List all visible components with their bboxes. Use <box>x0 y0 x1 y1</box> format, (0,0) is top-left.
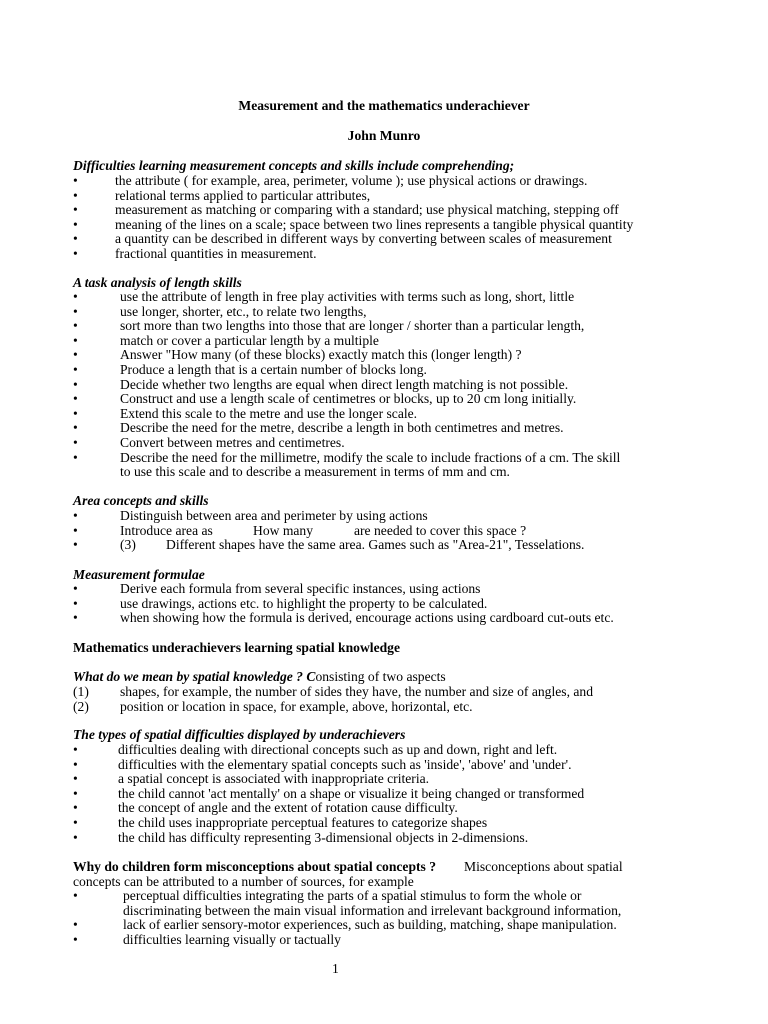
list-item: • the attribute ( for example, area, perimeter, volume ); use physical actions or drawings. <box>73 173 588 188</box>
bullet-icon: • <box>73 917 78 933</box>
bullet-icon: • <box>73 888 78 903</box>
section-heading-area-concepts: Area concepts and skills <box>73 493 209 508</box>
list-item: • fractional quantities in measurement. <box>73 245 317 261</box>
bullet-icon: • <box>73 231 78 247</box>
list-item: • the child cannot 'act mentally' on a shape or visualize it being changed or transformed <box>73 785 585 801</box>
list-item: • Construct and use a length scale of centimetres or blocks, up to 20 cm long initially. <box>73 391 577 407</box>
list-item: • Derive each formula from several specific instances, using actions <box>73 581 481 596</box>
bullet-icon: • <box>73 361 78 377</box>
list-item: • Extend this scale to the metre and use the longer scale. <box>73 405 418 421</box>
list-item: • the child has difficulty representing 3-dimensional objects in 2-dimensions. <box>73 829 529 845</box>
list-item: • sort more than two lengths into those that are longer / shorter than a particular length, <box>73 318 585 334</box>
list-item: • difficulties learning visually or tactually <box>73 931 341 947</box>
bullet-icon: • <box>73 756 78 772</box>
spatial-knowledge-question: What do we mean by spatial knowledge ? Consisting of two aspects <box>73 669 446 684</box>
bullet-icon: • <box>73 595 78 611</box>
bullet-icon: • <box>73 449 78 465</box>
bullet-icon: • <box>73 785 78 801</box>
list-item: • match or cover a particular length by a multiple <box>73 332 379 348</box>
bullet-icon: • <box>73 420 78 436</box>
spatial-difficulties-list <box>73 743 713 845</box>
section-heading-spatial-knowledge: Mathematics underachievers learning spatial knowledge <box>73 640 400 655</box>
bullet-icon: • <box>73 829 78 845</box>
list-item: • the child uses inappropriate perceptual features to categorize shapes <box>73 814 488 830</box>
list-item: • use the attribute of length in free play activities with terms such as long, short, little <box>73 289 575 304</box>
misconceptions-sources-list <box>73 889 713 947</box>
section-heading-measurement-difficulties: Difficulties learning measurement concepts and skills include comprehending; <box>73 158 515 173</box>
bullet-icon: • <box>73 742 78 757</box>
list-item: (1) shapes, for example, the number of sides they have, the number and size of angles, and <box>73 684 593 699</box>
list-item-continuation: to use this scale and to describe a measurement in terms of mm and cm. <box>120 464 510 480</box>
list-item: • Describe the need for the millimetre, modify the scale to include fractions of a cm. The skill <box>73 449 621 465</box>
bullet-icon: • <box>73 610 78 626</box>
bullet-icon: • <box>73 771 78 787</box>
bullet-icon: • <box>73 405 78 421</box>
section-heading-measurement-formulae: Measurement formulae <box>73 567 205 582</box>
bullet-icon: • <box>73 434 78 450</box>
list-item-continuation: discriminating between the main visual information and irrelevant background information, <box>123 902 622 918</box>
area-concepts-list <box>73 509 713 553</box>
list-item: • Describe the need for the metre, describe a length in both centimetres and metres. <box>73 420 564 436</box>
bullet-icon: • <box>73 522 78 538</box>
list-item: • difficulties with the elementary spatial concepts such as 'inside', 'above' and 'under'. <box>73 756 572 772</box>
bullet-icon: • <box>73 537 78 553</box>
section-heading-length-skills: A task analysis of length skills <box>73 275 242 290</box>
bullet-icon: • <box>73 318 78 334</box>
list-item: • difficulties dealing with directional concepts such as up and down, right and left. <box>73 742 558 757</box>
list-item: • Convert between metres and centimetres. <box>73 434 345 450</box>
list-item: • a quantity can be described in different ways by converting between scales of measurement <box>73 231 612 247</box>
bullet-icon: • <box>73 931 78 947</box>
list-item: • Answer "How many (of these blocks) exactly match this (longer length) ? <box>73 347 522 363</box>
measurement-formulae-list <box>73 582 713 626</box>
bullet-icon: • <box>73 216 78 232</box>
bullet-icon: • <box>73 376 78 392</box>
list-item: • the concept of angle and the extent of rotation cause difficulty. <box>73 800 458 816</box>
list-item: • Introduce area as How many are needed to cover this space ? <box>73 522 527 538</box>
bullet-icon: • <box>73 391 78 407</box>
length-skills-list <box>73 290 713 480</box>
list-item: • Distinguish between area and perimeter by using actions <box>73 508 428 523</box>
list-item: • perceptual difficulties integrating the parts of a spatial stimulus to form the whole or <box>73 888 582 903</box>
list-item: • when showing how the formula is derived, encourage actions using cardboard cut-outs etc. <box>73 610 614 626</box>
list-item: • Produce a length that is a certain number of blocks long. <box>73 361 427 377</box>
document-title: Measurement and the mathematics underachiever <box>238 98 530 113</box>
list-item: • lack of earlier sensory-motor experiences, such as building, matching, shape manipulation. <box>73 917 617 933</box>
spatial-aspects-list <box>73 685 713 714</box>
bullet-icon: • <box>73 581 78 596</box>
list-item: (2) position or location in space, for example, above, horizontal, etc. <box>73 698 473 714</box>
bullet-icon: • <box>73 289 78 304</box>
item-number: (2) <box>73 698 89 714</box>
bullet-icon: • <box>73 173 78 188</box>
bullet-icon: • <box>73 303 78 319</box>
list-item: • relational terms applied to particular attributes, <box>73 187 371 203</box>
list-item: • use drawings, actions etc. to highlight the property to be calculated. <box>73 595 488 611</box>
bullet-icon: • <box>73 202 78 218</box>
page-number: 1 <box>332 961 339 976</box>
misconceptions-intro-line2: concepts can be attributed to a number of sources, for example <box>73 874 414 889</box>
section-heading-spatial-difficulties: The types of spatial difficulties displayed by underachievers <box>73 727 406 742</box>
item-number: (1) <box>73 684 89 699</box>
list-item: • meaning of the lines on a scale; space between two lines represents a tangible physical quantity <box>73 216 634 232</box>
bullet-icon: • <box>73 332 78 348</box>
measurement-difficulties-list <box>73 174 713 262</box>
bullet-icon: • <box>73 347 78 363</box>
bullet-icon: • <box>73 800 78 816</box>
misconceptions-intro: Why do children form misconceptions about spatial concepts ? Misconceptions about spatial <box>73 859 623 874</box>
list-item: • Decide whether two lengths are equal when direct length matching is not possible. <box>73 376 569 392</box>
bullet-icon: • <box>73 245 78 261</box>
list-item: • measurement as matching or comparing with a standard; use physical matching, stepping off <box>73 202 619 218</box>
list-item: • (3) Different shapes have the same area. Games such as "Area-21", Tesselations. <box>73 537 585 553</box>
bullet-icon: • <box>73 187 78 203</box>
list-item: • a spatial concept is associated with inappropriate criteria. <box>73 771 430 787</box>
bullet-icon: • <box>73 508 78 523</box>
document-author: John Munro <box>347 128 421 143</box>
list-item: • use longer, shorter, etc., to relate two lengths, <box>73 303 367 319</box>
bullet-icon: • <box>73 814 78 830</box>
